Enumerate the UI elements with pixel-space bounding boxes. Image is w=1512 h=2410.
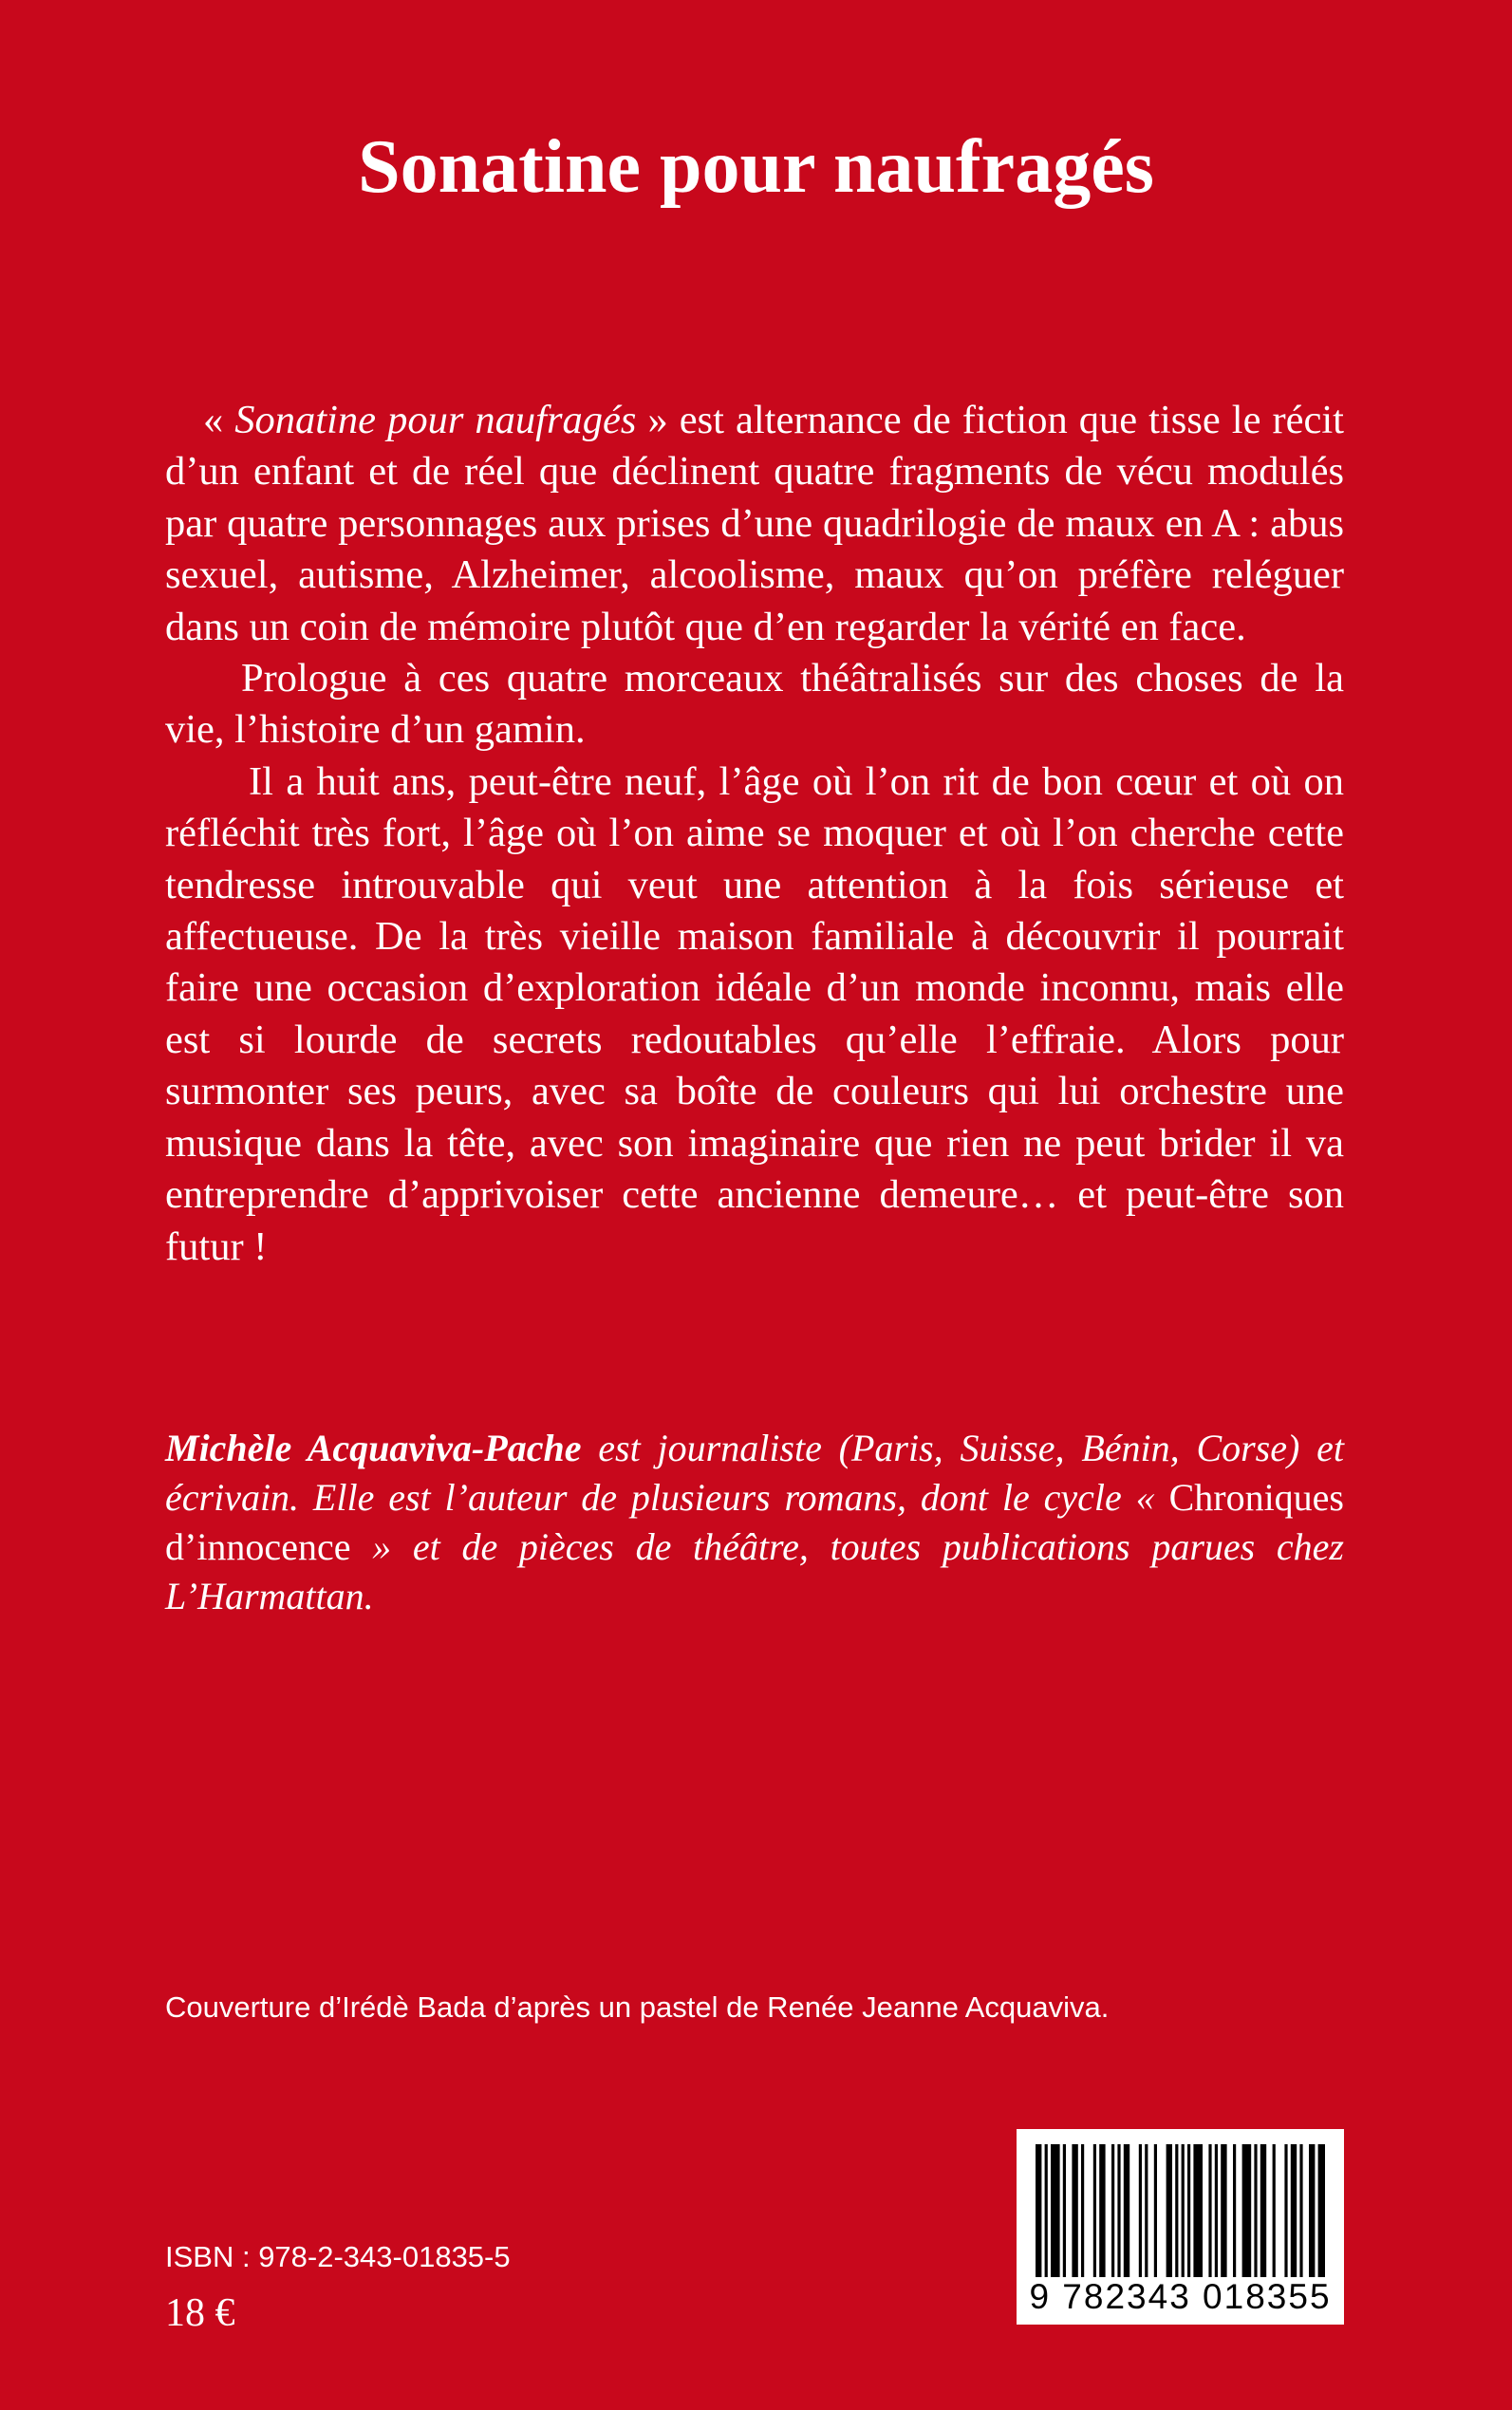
barcode-bar: [1221, 2144, 1226, 2277]
barcode-bar: [1193, 2144, 1203, 2277]
open-quote: «: [203, 398, 235, 442]
barcode-bar: [1167, 2144, 1172, 2277]
barcode-bar: [1111, 2144, 1114, 2277]
book-title: Sonatine pour naufragés: [358, 125, 1154, 209]
author-bio-text-1: est journaliste (Paris, Suisse, Bénin, Corse) et écrivain. Elle est l’auteur de plusieurs romans, dont le cycle «: [165, 1427, 1345, 1519]
barcode-bar: [1233, 2144, 1236, 2277]
cover-credit: Couverture d’Irédè Bada d’après un pastel de Renée Jeanne Acquaviva.: [165, 1990, 1110, 2024]
barcode-bar: [1154, 2144, 1157, 2277]
barcode-bar: [1187, 2144, 1190, 2277]
barcode-bar: [1124, 2144, 1129, 2277]
back-cover-blurb: [165, 395, 1344, 1273]
barcode-bar: [1051, 2144, 1060, 2277]
barcode-bar: [1299, 2144, 1302, 2277]
barcode-bar: [1242, 2144, 1252, 2277]
barcode-bar: [1284, 2144, 1287, 2277]
author-bio-text-2: » et de pièces de théâtre, toutes publications parues chez L’Harmattan.: [165, 1525, 1344, 1617]
barcode-bar: [1291, 2144, 1297, 2277]
barcode: [1017, 2129, 1344, 2325]
barcode-bar: [1208, 2144, 1211, 2277]
price: 18 €: [165, 2291, 235, 2335]
blurb-paragraph-1: [165, 395, 1344, 653]
barcode-bar: [1254, 2144, 1257, 2277]
author-name: Michèle Acquaviva-Pache: [165, 1427, 582, 1469]
barcode-bar: [1099, 2144, 1105, 2277]
barcode-bar: [1215, 2144, 1218, 2277]
blurb-paragraph-3: Il a huit ans, peut-être neuf, l’âge où l’on rit de bon cœur et où on réfléchit très fort, l’âge où l’on aime se moquer et où l’on cherche cette tendresse introuvable qui veut une attention à la fois sérieuse et affectueuse. De la très vieille maison familiale à découvrir il pourrait faire une occasion d’exploration idéale d’un monde inconnu, mais elle est si lourde de secrets redoutables qu’elle l’effraie. Alors pour surmonter ses peurs, avec sa boîte de couleurs qui lui orchestre une musique dans la tête, avec son imaginaire que rien ne peut brider il va entreprendre d’apprivoiser cette ancienne demeure… et peut-être son futur !: [165, 758, 1344, 1269]
series-name: Chroniques d’innocence: [165, 1476, 1344, 1568]
barcode-bars: [1036, 2144, 1325, 2277]
barcode-bar: [1139, 2144, 1142, 2277]
isbn: ISBN : 978-2-343-01835-5: [165, 2240, 511, 2273]
barcode-bar: [1081, 2144, 1084, 2277]
barcode-bar: [1072, 2144, 1077, 2277]
barcode-bar: [1175, 2144, 1178, 2277]
barcode-bar: [1045, 2144, 1048, 2277]
barcode-bar: [1036, 2144, 1041, 2277]
author-bio: [165, 1424, 1344, 1621]
barcode-bar: [1273, 2144, 1276, 2277]
barcode-bar: [1318, 2144, 1325, 2277]
barcode-bar: [1063, 2144, 1066, 2277]
barcode-bar: [1182, 2144, 1185, 2277]
barcode-bar: [1117, 2144, 1120, 2277]
blurb-paragraph-2: Prologue à ces quatre morceaux théâtralisés sur des choses de la vie, l’histoire d’un gamin.: [165, 656, 1344, 753]
blurb-title-italic: Sonatine pour naufragés: [234, 398, 637, 442]
barcode-bar: [1309, 2144, 1315, 2277]
barcode-bar: [1260, 2144, 1266, 2277]
barcode-bar: [1145, 2144, 1148, 2277]
blurb-paragraph-1-text: » est alternance de fiction que tisse le récit d’un enfant et de réel que déclinent quatre fragments de vécu modulés par quatre personnages aux prises d’une quadrilogie de maux en A : abus sexuel, autisme, Alzheimer, alcoolisme, maux qu’on préfère reléguer dans un coin de mémoire plutôt que d’en regarder la vérité en face.: [165, 398, 1344, 649]
barcode-digits: 9 782343 018355: [1029, 2277, 1332, 2316]
barcode-bar: [1093, 2144, 1096, 2277]
